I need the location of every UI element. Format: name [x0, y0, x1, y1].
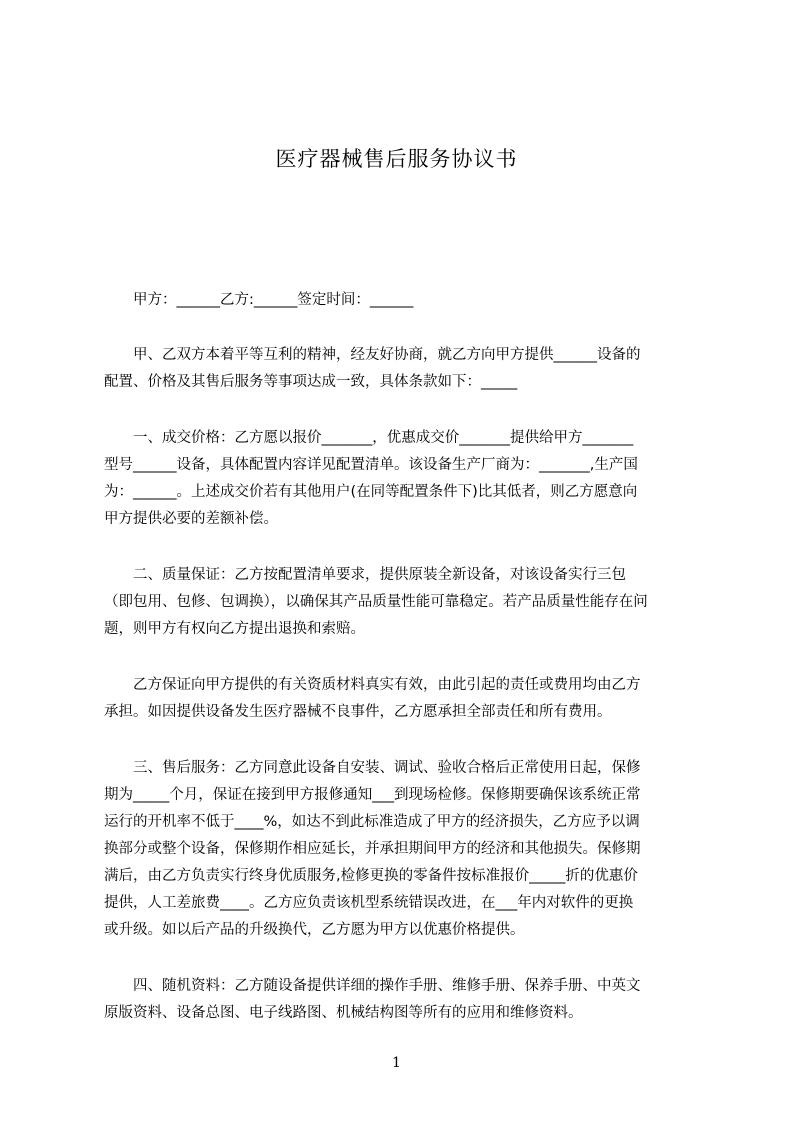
quality-line-2: （即包用、包修、包调换），以确保其产品质量性能可靠稳定。若产品质量性能存在问 [104, 594, 648, 610]
intro-line-2: 配置、价格及其售后服务等事项达成一致，具体条款如下：_____ [104, 374, 518, 390]
quality-line-3: 题，则甲方有权向乙方提出退换和索赔。 [104, 621, 365, 637]
document-title: 医疗器械售后服务协议书 [275, 147, 518, 171]
materials-line-1: 四、随机资料：乙方随设备提供详细的操作手册、维修手册、保养手册、中英文 [104, 978, 641, 994]
warranty-line-2: 承担。如因提供设备发生医疗器械不良事件，乙方愿承担全部责任和所有费用。 [104, 704, 612, 720]
warranty-line-1: 乙方保证向甲方提供的有关资质材料真实有效，由此引起的责任或费用均由乙方 [104, 677, 641, 693]
parties-line: 甲方：______乙方:______签定时间：______ [104, 292, 414, 308]
price-line-3: 为：______。上述成交价若有其他用户(在同等配置条件下)比其低者，则乙方愿意向 [104, 484, 638, 500]
price-line-2: 型号______设备，具体配置内容详见配置清单。该设备生产厂商为：_______,生产国 [104, 457, 638, 473]
price-line-1: 一、成交价格：乙方愿以报价_______，优惠成交价_______提供给甲方_______ [104, 430, 634, 446]
service-line-1: 三、售后服务：乙方同意此设备自安装、调试、验收合格后正常使用日起，保修 [104, 760, 641, 776]
service-line-6: 提供，人工差旅费____。乙方应负责该机型系统错误改进，在___年内对软件的更换 [104, 895, 634, 911]
price-line-4: 甲方提供必要的差额补偿。 [104, 511, 278, 527]
materials-line-2: 原版资料、设备总图、电子线路图、机械结构图等所有的应用和维修资料。 [104, 1005, 583, 1021]
service-line-7: 或升级。如以后产品的升级换代，乙方愿为甲方以优惠价格提供。 [104, 922, 525, 938]
service-line-3: 运行的开机率不低于____%，如达不到此标准造成了甲方的经济损失，乙方应予以调 [104, 814, 640, 830]
service-line-2: 期为_____个月，保证在接到甲方报修通知___到现场检修。保修期要确保该系统正常 [104, 787, 641, 803]
quality-line-1: 二、质量保证：乙方按配置清单要求，提供原装全新设备，对该设备实行三包 [104, 567, 626, 583]
service-line-4: 换部分或整个设备，保修期作相应延长，并承担期间甲方的经济和其他损失。保修期 [104, 841, 641, 857]
page-number: 1 [392, 1055, 401, 1071]
intro-line-1: 甲、乙双方本着平等互利的精神，经友好协商，就乙方向甲方提供______设备的 [104, 347, 641, 363]
service-line-5: 满后，由乙方负责实行终身优质服务,检修更换的零备件按标准报价_____折的优惠价 [104, 868, 638, 884]
